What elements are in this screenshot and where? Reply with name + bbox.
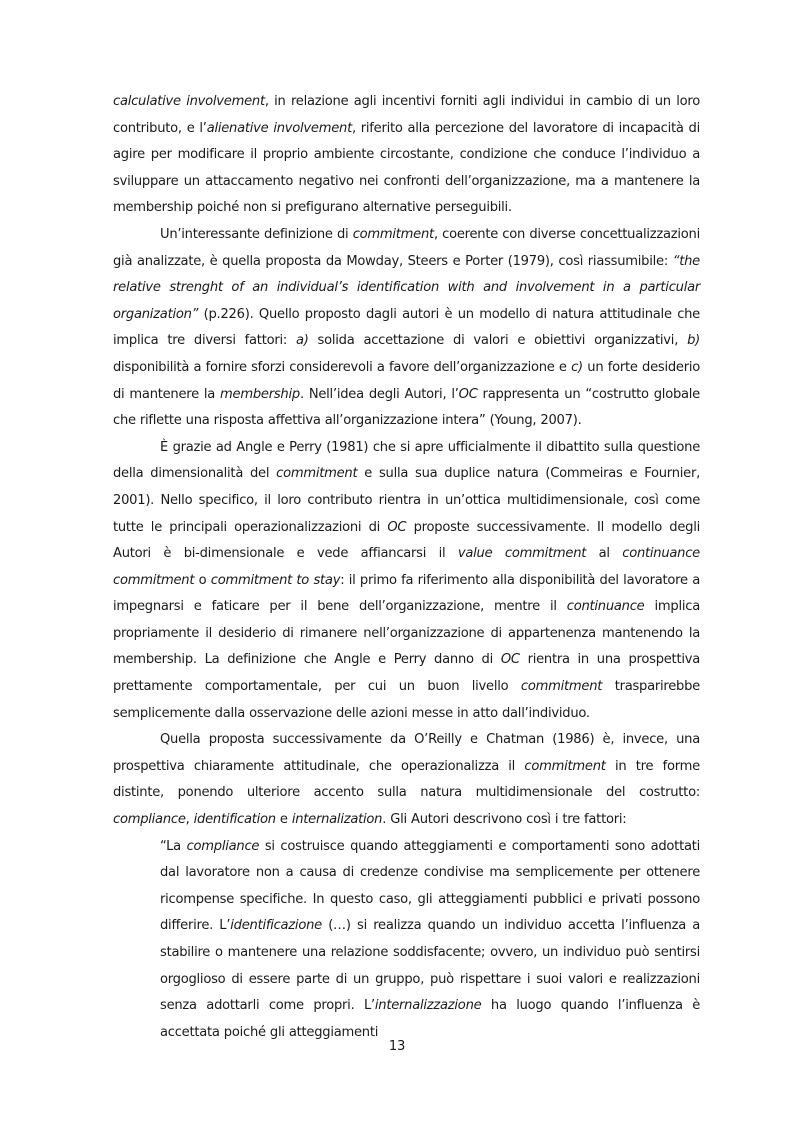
paragraph [113,222,700,435]
italic-text-run: compliance [113,812,186,828]
text-run: e [275,812,292,828]
text-run: al [586,546,623,562]
text-run: un forte desiderio di mantenere la [113,359,700,402]
text-run: in tre forme distinte, ponendo ulteriore accento sulla natura multidimensionale del costrutto: [113,758,700,801]
italic-text-run: continuance [566,599,645,615]
text-run: o [194,572,211,588]
paragraph [113,727,700,833]
italic-text-run: commitment [524,758,606,774]
text-run: , coerente con diverse concettualizzazioni già analizzate, è quella proposta da Mowday, Steers e Porter (1979), così riassumibile: [113,226,700,269]
document-page [113,89,700,1046]
italic-text-run: identificazione [230,918,322,934]
italic-text-run: membership [220,386,300,402]
italic-text-run: internalizzazione [374,998,482,1014]
text-run: Quella proposta successivamente da O’Reilly e Chatman (1986) è, invece, una prospettiva chiaramente attitudinale, che operazionalizza il [113,732,700,774]
italic-text-run: internalization [291,812,383,828]
text-run: solida accettazione di valori e obiettivi organizzativi, [308,333,688,349]
italic-text-run: OC [387,519,407,535]
body-text [113,89,700,834]
paragraph [113,435,700,728]
text-run: si costruisce quando atteggiamenti e comportamenti sono adottati dal lavoratore non a causa di credenze condivise ma semplicemente per ottenere ricompense specifiche. In questo caso, gli atteggiamenti pubblici e privati possono differire. L’ [160,838,701,934]
text-run: È grazie ad Angle e Perry (1981) che si apre ufficialmente il dibattito sulla questione della dimensionalità del [113,439,700,482]
text-run: proposte successivamente. Il modello degli Autori è bi-dimensionale e vede affiancarsi il [113,519,700,562]
paragraph [113,89,700,222]
text-run: , riferito alla percezione del lavoratore di incapacità di agire per modificare il proprio ambiente circostante, condizione che conduce l’individuo a sviluppare un attaccamento negativo nei confronti dell’organizzazione, ma a mantenere la membership poiché non si prefigurano alternative perseguibili. [113,120,700,216]
text-run: , [185,812,194,828]
text-run: . Gli Autori descrivono così i tre fattori: [382,812,627,828]
text-run: , in relazione agli incentivi forniti agli individui in cambio di un loro contributo, e l’ [113,94,700,136]
italic-text-run: c) [571,359,583,375]
italic-text-run: OC [458,386,478,402]
italic-text-run: commitment [352,226,434,242]
italic-text-run: a) [295,333,309,349]
block-quote [160,834,700,1047]
italic-text-run: commitment [276,466,358,482]
text-run: “La [160,838,187,854]
italic-text-run: OC [500,652,520,668]
text-run: . Nell’idea degli Autori, l’ [299,386,459,402]
text-run: e sulla sua duplice natura (Commeiras e Fournier, 2001). Nello specifico, il loro contributo rientra in un’ottica multidimensionale, così come tutte le principali operazionalizzazioni di [113,466,701,535]
italic-text-run: “the relative strenght of an individual’s identification with and involvement in a particular organization” [113,253,700,322]
italic-text-run: calculative involvement [113,94,265,109]
page-number: 13 [388,1039,406,1054]
text-run: : il primo fa riferimento alla disponibilità del lavoratore a impegnarsi e faticare per il bene dell’organizzazione, mentre il [113,572,700,615]
text-run: rientra in una prospettiva prettamente comportamentale, per cui un buon livello [113,652,700,695]
text-run: implica propriamente il desiderio di rimanere nell’organizzazione di appartenenza mantenendo la membership. La definizione che Angle e Perry danno di [113,599,700,668]
italic-text-run: b) [687,333,700,349]
italic-text-run: commitment [520,679,603,695]
italic-text-run: identification [193,812,276,828]
text-run: Un’interessante definizione di [160,226,353,242]
italic-text-run: alienative involvement [206,120,352,136]
text-run: disponibilità a fornire sforzi considerevoli a favore dell’organizzazione e [113,359,572,375]
italic-text-run: compliance [186,838,260,854]
italic-text-run: value commitment [457,546,587,562]
text-run: trasparirebbe semplicemente dalla osservazione delle azioni messe in atto dall’individuo. [113,679,700,721]
italic-text-run: commitment to stay [210,572,341,588]
text-run: (…) si realizza quando un individuo accetta l’influenza a stabilire o mantenere una relazione soddisfacente; ovvero, un individuo può sentirsi orgoglioso di essere parte di un gruppo, può rispettare i suoi valori e realizzazioni senza adottarli come propri. L’ [160,918,700,1014]
text-run: (p.226). Quello proposto dagli autori è un modello di natura attitudinale che implica tre diversi fattori: [113,306,700,349]
text-run: rappresenta un “costrutto globale che riflette una risposta affettiva all’organizzazione intera” (Young, 2007). [113,386,700,429]
italic-text-run: continuance commitment [113,546,700,588]
text-run: ha luogo quando l’influenza è accettata poiché gli atteggiamenti [160,998,700,1040]
